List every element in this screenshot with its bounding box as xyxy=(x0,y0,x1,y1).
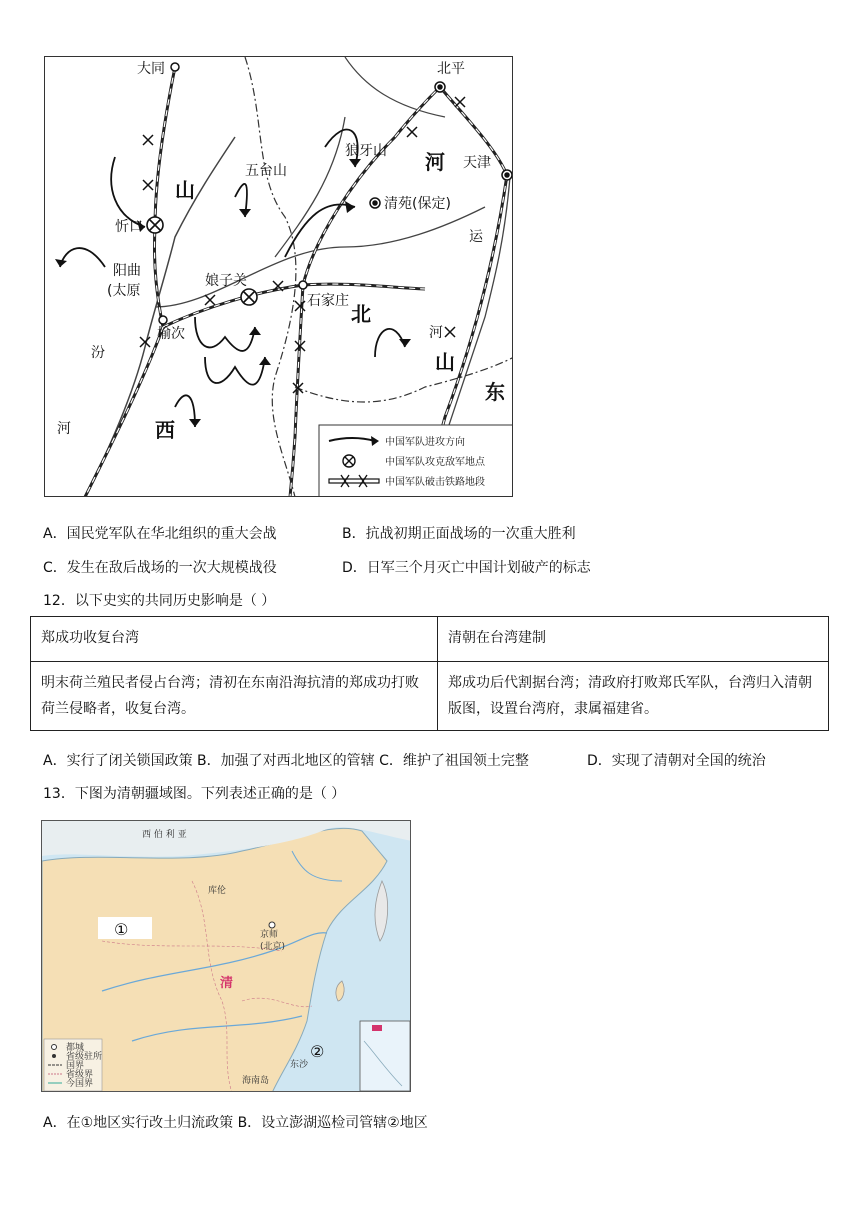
label-siberia: 西 伯 利 亚 xyxy=(142,830,187,840)
q13-options-ab: A．在①地区实行改土归流政策 B．设立澎湖巡检司管辖②地区 xyxy=(43,1115,428,1131)
label-datong: 大同 xyxy=(137,61,165,77)
label-wutaishan: 五台山 xyxy=(245,163,287,179)
q12-stem: 12．以下史实的共同历史影响是（ ） xyxy=(43,593,276,609)
label-xinkou: 忻口 xyxy=(115,219,143,235)
label-dongsha: 东沙 xyxy=(290,1060,309,1070)
river-yun: 运 xyxy=(469,229,483,245)
legend-province-seat: 省级驻所 xyxy=(66,1052,103,1062)
label-beijing: (北京) xyxy=(260,942,286,952)
q12-cell-1: 明末荷兰殖民者侵占台湾；清初在东南沿海抗清的郑成功打败荷兰侵略者，收复台湾。 xyxy=(31,662,438,731)
qing-territory-map xyxy=(41,820,411,1092)
label-taiyuan: (太原 xyxy=(107,283,141,299)
legend-today-border: 今国界 xyxy=(66,1079,94,1089)
legend-province-border: 省级界 xyxy=(66,1070,94,1080)
region-xi: 西 xyxy=(155,418,175,442)
river-fen-he: 河 xyxy=(57,421,71,437)
region-he: 河 xyxy=(425,150,445,174)
label-hainan: 海南岛 xyxy=(242,1076,270,1086)
marker-1: ① xyxy=(114,920,129,939)
label-langyashan: 狼牙山 xyxy=(345,143,387,159)
legend-rail: 中国军队破击铁路地段 xyxy=(385,477,485,488)
river-yun-he: 河 xyxy=(429,325,443,341)
region-shandong-shan: 山 xyxy=(435,350,455,374)
map-legend xyxy=(319,425,513,497)
river-fen: 汾 xyxy=(91,345,105,361)
q11-option-b: B．抗战初期正面战场的一次重大胜利 xyxy=(342,526,576,542)
legend-border: 国界 xyxy=(66,1061,85,1071)
legend-capital: 都城 xyxy=(66,1043,85,1053)
label-tianjin: 天津 xyxy=(463,155,491,171)
q12-header-2: 清朝在台湾建制 xyxy=(438,617,829,662)
label-shijiazhuang: 石家庄 xyxy=(307,293,349,309)
q11-option-d: D．日军三个月灭亡中国计划破产的标志 xyxy=(342,560,591,576)
q12-table xyxy=(30,616,829,731)
label-qing: 清 xyxy=(220,976,234,991)
battle-map-svg xyxy=(45,57,513,497)
q13-stem: 13．下图为清朝疆域图。下列表述正确的是（ ） xyxy=(43,786,346,802)
region-shan: 山 xyxy=(175,178,195,202)
label-kulun: 库伦 xyxy=(208,886,227,896)
region-bei: 北 xyxy=(351,302,371,326)
q11-option-a: A．国民党军队在华北组织的重大会战 xyxy=(43,526,277,542)
q12-options-abc: A．实行了闭关锁国政策 B．加强了对西北地区的管辖 C．维护了祖国领土完整 xyxy=(43,753,529,769)
region-shandong-dong: 东 xyxy=(485,380,505,404)
marker-2: ② xyxy=(310,1042,325,1061)
label-qingyuan: 清苑(保定) xyxy=(384,196,451,212)
label-yuci: 榆次 xyxy=(157,326,185,342)
battle-map xyxy=(44,56,513,497)
q11-option-c: C．发生在敌后战场的一次大规模战役 xyxy=(43,560,277,576)
qing-map-svg xyxy=(42,821,411,1092)
label-capital: 京师 xyxy=(260,930,279,940)
legend-attack: 中国军队进攻方向 xyxy=(385,437,465,448)
q12-cell-2: 郑成功后代割据台湾；清政府打败郑氏军队，台湾归入清朝版图，设置台湾府，隶属福建省。 xyxy=(438,662,829,731)
legend-capture: 中国军队攻克敌军地点 xyxy=(385,457,485,468)
q12-header-1: 郑成功收复台湾 xyxy=(31,617,438,662)
label-beiping: 北平 xyxy=(437,61,465,77)
label-niangziguan: 娘子关 xyxy=(205,273,247,289)
q12-option-d: D．实现了清朝对全国的统治 xyxy=(587,753,766,769)
label-yangqu: 阳曲 xyxy=(113,263,141,279)
